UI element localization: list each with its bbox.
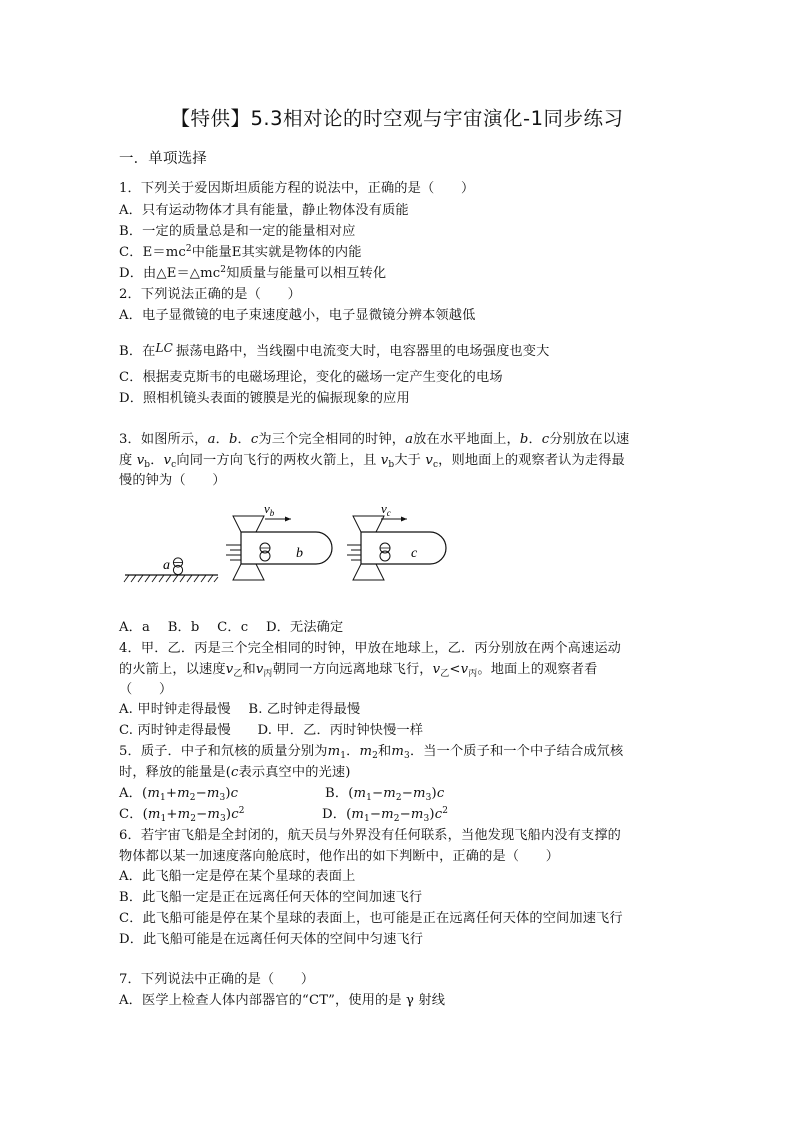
- lc-symbol: LC: [155, 341, 173, 355]
- q5-option-a: A．$(m_1+m_2-m_3)c$: [119, 786, 239, 803]
- q3-line-3: 慢的钟为（ ）: [119, 473, 226, 488]
- q2-option-a: A．电子显微镜的电子束速度越小，电子显微镜分辨本领越低: [119, 308, 476, 323]
- page-title: 【特供】5.3相对论的时空观与宇宙演化-1同步练习: [170, 107, 624, 130]
- q6-option-d: D．此飞船可能是在远离任何天体的空间中匀速飞行: [119, 932, 424, 947]
- q6-option-b: B．此飞船一定是正在远离任何天体的空间加速飞行: [119, 890, 423, 905]
- q1-option-a: A．只有运动物体才具有能量，静止物体没有质能: [119, 203, 409, 218]
- q4-options-cd: C. 丙时钟走得最慢 D. 甲．乙．丙时钟快慢一样: [119, 723, 424, 738]
- q6-option-c: C．此飞船可能是停在某个星球的表面上，也可能是正在远离任何天体的空间加速飞行: [119, 911, 623, 926]
- clock-a-icon: [173, 558, 182, 575]
- q6-line-1: 6．若宇宙飞船是全封闭的，航天员与外界没有任何联系，当他发现飞船内没有支撑的: [119, 828, 622, 843]
- rocket-clock-figure: [119, 495, 459, 590]
- q3-options: A．a B．b C．c D．无法确定: [119, 620, 344, 635]
- label-b: b: [296, 546, 303, 561]
- rocket-c: [347, 516, 446, 580]
- q4-options-ab: A. 甲时钟走得最慢 B. 乙时钟走得最慢: [119, 702, 361, 717]
- q1-option-c: C．$E=mc^2$中能量E其实就是物体的内能: [119, 244, 362, 260]
- q7-stem: 7．下列说法中正确的是（ ）: [119, 972, 315, 987]
- q2-option-c: C．根据麦克斯韦的电磁场理论，变化的磁场一定产生变化的电场: [119, 370, 503, 385]
- q1-option-b: B．一定的质量总是和一定的能量相对应: [119, 224, 356, 239]
- section-heading: 一．单项选择: [119, 151, 207, 167]
- q5-line-2: 时，释放的能量是(c表示真空中的光速): [119, 765, 351, 780]
- q1-stem: 1．下列关于爱因斯坦质能方程的说法中，正确的是（ ）: [119, 181, 475, 196]
- q6-option-a: A．此飞船一定是停在某个星球的表面上: [119, 869, 356, 884]
- q5-option-b: B．$(m_1-m_2-m_3)c$: [325, 786, 445, 803]
- q1-option-d: D．由$\triangle E=\triangle mc^2$知质量与能量可以相互转化: [119, 265, 387, 281]
- velocity-b-label: $v_b$: [264, 501, 275, 518]
- q6-line-2: 物体都以某一加速度落向舱底时，他作出的如下判断中，正确的是（ ）: [119, 849, 560, 864]
- velocity-c-label: $v_c$: [381, 501, 391, 518]
- rocket-b: [226, 516, 332, 580]
- q4-line-1: 4．甲．乙．丙是三个完全相同的时钟，甲放在地球上，乙．丙分别放在两个高速运动: [119, 641, 622, 656]
- q7-option-a: A．医学上检查人体内部器官的“CT”，使用的是 γ 射线: [119, 993, 446, 1008]
- q5-line-1: 5．质子．中子和氘核的质量分别为$m_1$．$m_2$和$m_3$．当一个质子和一个中子结合成氘核: [119, 744, 624, 761]
- q3-line-2: 度 $v_b$．$v_c$向同一方向飞行的两枚火箭上，且 $v_b$大于 $v_c$，则地面上的观察者认为走得最: [119, 453, 625, 470]
- label-c: c: [411, 546, 418, 561]
- q3-line-1: 3．如图所示，a．b．c为三个完全相同的时钟，a放在水平地面上，b．c分别放在以速: [119, 432, 630, 447]
- q4-line-2: 的火箭上，以速度$v_乙$和$v_丙$朝同一方向远离地球飞行，$v_乙<v_丙$。地面上的观察者看: [119, 662, 598, 679]
- ground: [124, 575, 218, 582]
- q4-line-3: （ ）: [119, 682, 173, 697]
- label-a: a: [163, 558, 170, 573]
- q5-option-c: C．$(m_1+m_2-m_3)c^2$: [119, 806, 245, 824]
- q2-stem: 2．下列说法正确的是（ ）: [119, 287, 301, 302]
- q5-option-d: D．$(m_1-m_2-m_3)c^2$: [322, 806, 449, 824]
- q2-option-d: D．照相机镜头表面的镀膜是光的偏振现象的应用: [119, 391, 410, 406]
- q2-option-b: B．在LC 振荡电路中，当线圈中电流变大时，电容器里的电场强度也变大: [119, 341, 550, 359]
